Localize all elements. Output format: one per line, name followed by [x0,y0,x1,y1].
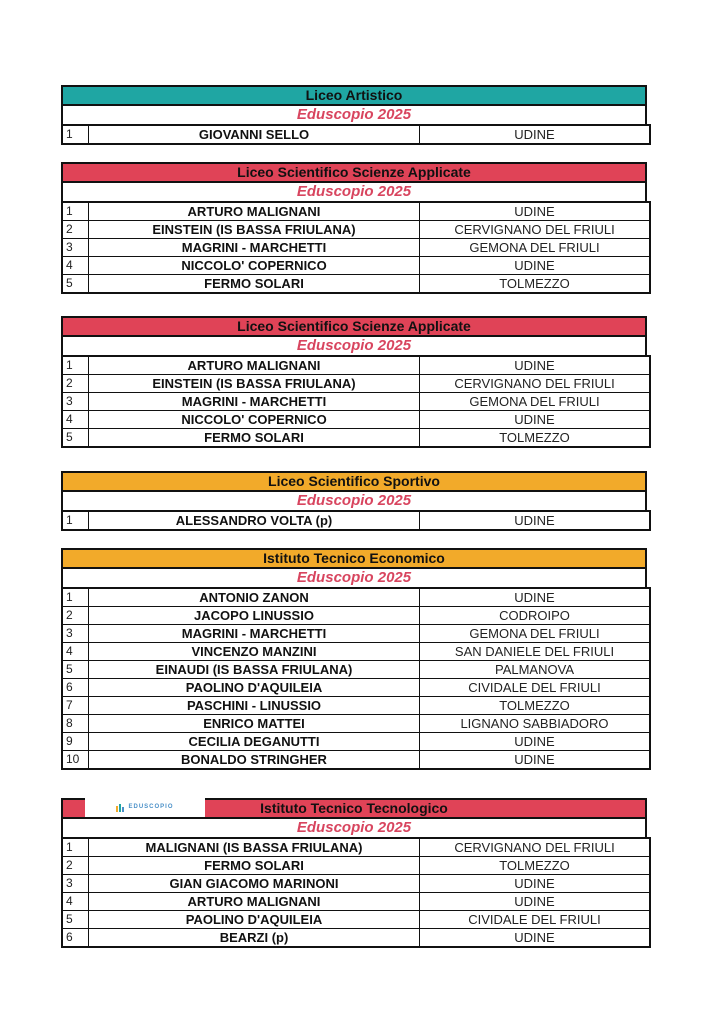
city-cell: CIVIDALE DEL FRIULI [420,911,651,929]
table-row [62,733,650,751]
section-table [61,471,647,531]
section-title [61,798,647,819]
logo-text: EDUSCOPIO [128,804,174,810]
city-cell: UDINE [420,356,651,375]
school-name-cell: FERMO SOLARI [89,857,420,875]
section-table [61,548,647,770]
rank-cell: 9 [62,733,89,751]
school-name-cell: EINSTEIN (IS BASSA FRIULANA) [89,375,420,393]
table-row [62,679,650,697]
city-cell: UDINE [420,588,651,607]
table-row [62,202,650,221]
section-title [61,471,647,492]
city-cell: TOLMEZZO [420,857,651,875]
city-cell: UDINE [420,411,651,429]
section-title-text: Liceo Artistico [305,87,403,103]
school-name-cell: MAGRINI - MARCHETTI [89,239,420,257]
table-row [62,911,650,929]
section-subtitle: Eduscopio 2025 [61,183,647,201]
school-name-cell: FERMO SOLARI [89,429,420,448]
table-row [62,411,650,429]
school-name-cell: VINCENZO MANZINI [89,643,420,661]
table-row [62,697,650,715]
school-name-cell: CECILIA DEGANUTTI [89,733,420,751]
rank-cell: 1 [62,125,89,144]
section-title-text: Liceo Scientifico Scienze Applicate [237,318,471,334]
section-title [61,548,647,569]
rank-cell: 4 [62,411,89,429]
school-name-cell: EINSTEIN (IS BASSA FRIULANA) [89,221,420,239]
table-row [62,275,650,294]
city-cell: UDINE [420,751,651,770]
rank-cell: 1 [62,588,89,607]
section-table [61,162,647,294]
section-table [61,316,647,448]
section-subtitle: Eduscopio 2025 [61,106,647,124]
rank-cell: 8 [62,715,89,733]
table-row [62,661,650,679]
school-name-cell: PASCHINI - LINUSSIO [89,697,420,715]
school-name-cell: BONALDO STRINGHER [89,751,420,770]
rank-cell: 3 [62,239,89,257]
ranking-table [61,510,651,531]
eduscopio-logo [85,798,205,817]
school-name-cell: MALIGNANI (IS BASSA FRIULANA) [89,838,420,857]
city-cell: CODROIPO [420,607,651,625]
rank-cell: 2 [62,607,89,625]
ranking-table [61,201,651,294]
city-cell: GEMONA DEL FRIULI [420,393,651,411]
rank-cell: 10 [62,751,89,770]
school-name-cell: GIOVANNI SELLO [89,125,420,144]
rank-cell: 4 [62,893,89,911]
rank-cell: 5 [62,661,89,679]
section-title-text: Istituto Tecnico Tecnologico [260,800,448,816]
table-row [62,751,650,770]
school-name-cell: PAOLINO D'AQUILEIA [89,679,420,697]
city-cell: CERVIGNANO DEL FRIULI [420,221,651,239]
section-table [61,85,647,145]
city-cell: UDINE [420,511,651,530]
table-row [62,838,650,857]
table-row [62,588,650,607]
rank-cell: 7 [62,697,89,715]
school-name-cell: ARTURO MALIGNANI [89,893,420,911]
rank-cell: 3 [62,625,89,643]
city-cell: TOLMEZZO [420,697,651,715]
city-cell: CIVIDALE DEL FRIULI [420,679,651,697]
table-row [62,239,650,257]
section-table [61,798,647,948]
school-name-cell: ARTURO MALIGNANI [89,202,420,221]
section-subtitle: Eduscopio 2025 [61,337,647,355]
city-cell: UDINE [420,733,651,751]
city-cell: GEMONA DEL FRIULI [420,625,651,643]
ranking-table [61,587,651,770]
city-cell: PALMANOVA [420,661,651,679]
table-row [62,857,650,875]
city-cell: UDINE [420,893,651,911]
table-row [62,875,650,893]
rank-cell: 2 [62,221,89,239]
city-cell: TOLMEZZO [420,429,651,448]
section-subtitle: Eduscopio 2025 [61,819,647,837]
rank-cell: 1 [62,511,89,530]
rank-cell: 3 [62,875,89,893]
section-subtitle: Eduscopio 2025 [61,569,647,587]
rank-cell: 5 [62,429,89,448]
rank-cell: 6 [62,679,89,697]
city-cell: GEMONA DEL FRIULI [420,239,651,257]
table-row [62,125,650,144]
ranking-table [61,124,651,145]
school-name-cell: BEARZI (p) [89,929,420,948]
rank-cell: 3 [62,393,89,411]
school-name-cell: NICCOLO' COPERNICO [89,257,420,275]
rank-cell: 2 [62,375,89,393]
rank-cell: 1 [62,202,89,221]
table-row [62,893,650,911]
city-cell: SAN DANIELE DEL FRIULI [420,643,651,661]
city-cell: LIGNANO SABBIADORO [420,715,651,733]
table-row [62,715,650,733]
school-name-cell: FERMO SOLARI [89,275,420,294]
school-name-cell: MAGRINI - MARCHETTI [89,625,420,643]
section-title-text: Istituto Tecnico Economico [263,550,445,566]
city-cell: UDINE [420,202,651,221]
table-row [62,375,650,393]
school-name-cell: GIAN GIACOMO MARINONI [89,875,420,893]
school-name-cell: ENRICO MATTEI [89,715,420,733]
rank-cell: 5 [62,911,89,929]
school-name-cell: ARTURO MALIGNANI [89,356,420,375]
school-name-cell: NICCOLO' COPERNICO [89,411,420,429]
table-row [62,625,650,643]
rank-cell: 1 [62,838,89,857]
section-title [61,85,647,106]
table-row [62,607,650,625]
school-name-cell: PAOLINO D'AQUILEIA [89,911,420,929]
city-cell: UDINE [420,125,651,144]
rank-cell: 2 [62,857,89,875]
table-row [62,356,650,375]
city-cell: UDINE [420,875,651,893]
school-name-cell: JACOPO LINUSSIO [89,607,420,625]
rank-cell: 6 [62,929,89,948]
table-row [62,429,650,448]
section-title [61,316,647,337]
section-title-text: Liceo Scientifico Scienze Applicate [237,164,471,180]
section-subtitle: Eduscopio 2025 [61,492,647,510]
table-row [62,643,650,661]
school-name-cell: ALESSANDRO VOLTA (p) [89,511,420,530]
school-name-cell: ANTONIO ZANON [89,588,420,607]
city-cell: CERVIGNANO DEL FRIULI [420,375,651,393]
rank-cell: 1 [62,356,89,375]
city-cell: TOLMEZZO [420,275,651,294]
ranking-table [61,355,651,448]
city-cell: UDINE [420,929,651,948]
logo-bars-icon [116,804,124,812]
table-row [62,393,650,411]
section-title-text: Liceo Scientifico Sportivo [268,473,440,489]
rank-cell: 4 [62,257,89,275]
rank-cell: 5 [62,275,89,294]
school-name-cell: EINAUDI (IS BASSA FRIULANA) [89,661,420,679]
city-cell: CERVIGNANO DEL FRIULI [420,838,651,857]
table-row [62,511,650,530]
ranking-table [61,837,651,948]
table-row [62,257,650,275]
section-title [61,162,647,183]
school-name-cell: MAGRINI - MARCHETTI [89,393,420,411]
table-row [62,221,650,239]
rank-cell: 4 [62,643,89,661]
city-cell: UDINE [420,257,651,275]
table-row [62,929,650,948]
